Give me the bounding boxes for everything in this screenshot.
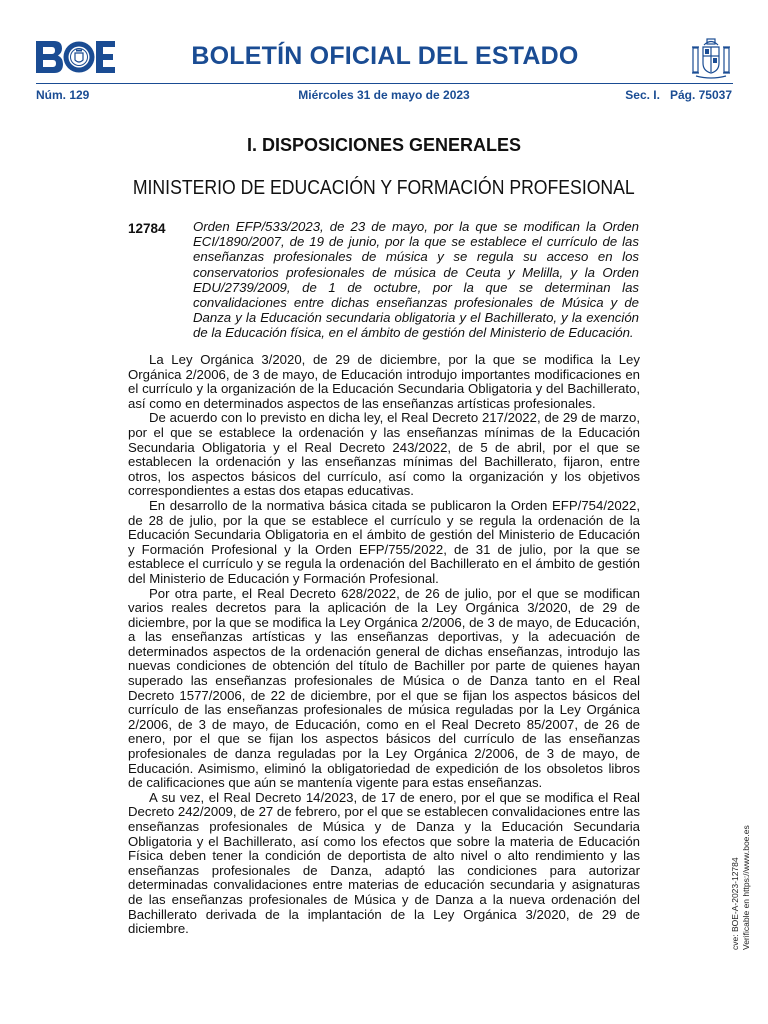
verification-link[interactable]: Verificable en https://www.boe.es xyxy=(741,825,751,950)
section-page: Sec. I. Pág. 75037 xyxy=(625,88,732,102)
ministry-title-text: MINISTERIO DE EDUCACIÓN Y FORMACIÓN PROFESIONAL xyxy=(133,176,635,199)
order-number: 12784 xyxy=(128,221,166,236)
boe-logo-icon xyxy=(36,41,115,73)
body-text xyxy=(128,353,640,937)
cve-code: cve: BOE-A-2023-12784 xyxy=(730,857,740,950)
paragraph: A su vez, el Real Decreto 14/2023, de 17 de enero, por el que se modifica el Real Decreto 242/2009, de 27 de febrero, por el que se establecen convalidaciones entre las enseñanzas profesionales de Música y de Danza y la Educación Secundaria Obligatoria y el Bachillerato, así como los efectos que sobre la materia de Educación Física deben tener la condición de deportista de alto nivel o alto rendimiento y las enseñanzas profesionales de Danza, adaptó las condiciones para autorizar determinadas convalidaciones entre materias de educación secundaria y asignaturas de las enseñanzas profesionales de Música y de Danza a la nueva ordenación del Bachillerato derivada de la implantación de la Ley Orgánica 3/2020, de 29 de diciembre. xyxy=(128,789,640,937)
verification-note xyxy=(730,810,760,950)
paragraph: De acuerdo con lo previsto en dicha ley, el Real Decreto 217/2022, de 29 de marzo, por el que se establece la ordenación y las enseñanzas mínimas de la Educación Secundaria Obligatoria y el Real Decreto 243/2022, de 5 de abril, por el que se establecen la ordenación y las enseñanzas mínimas del Bachillerato, fijaron, entre otros, los aspectos básicos del currículo, así como la organización y los objetivos correspondientes a estas dos etapas educativas. xyxy=(128,410,640,499)
order-summary: Orden EFP/533/2023, de 23 de mayo, por la que se modifican la Orden ECI/1890/2007, de 19 de junio, por la que se establece el currículo de las enseñanzas profesionales de música y se regula su acceso en los conservatorios profesionales de música de Ceuta y Melilla, y la Orden EDU/2739/2009, de 1 de octubre, por la que se determinan las convalidaciones entre dichas enseñanzas profesionales de Música y de Danza y la Educación secundaria obligatoria y el Bachillerato, y la exención de la Educación física, en el ámbito de gestión del Ministerio de Educación. xyxy=(193,219,639,341)
ministry-title xyxy=(0,176,768,200)
header-divider xyxy=(36,83,733,84)
paragraph: La Ley Orgánica 3/2020, de 29 de diciembre, por la que se modifica la Ley Orgánica 2/2006, de 3 de mayo, de Educación introdujo importantes modificaciones en el currículo y la organización de la Educación Secundaria Obligatoria y del Bachillerato, así como en determinados aspectos de las enseñanzas artísticas profesionales. xyxy=(128,352,640,411)
issue-date: Miércoles 31 de mayo de 2023 xyxy=(298,88,470,102)
paragraph: Por otra parte, el Real Decreto 628/2022, de 26 de julio, por el que se modifican varios reales decretos para la aplicación de la Ley Orgánica 3/2020, de 29 de diciembre, por la que se modifica la Ley Orgánica 2/2006, de 3 de mayo, de Educación, a las enseñanzas artísticas y las enseñanzas deportivas, y la adecuación de determinados aspectos de la ordenación general de dichas enseñanzas, introdujo las nuevas condiciones de obtención del título de Bachiller por parte de quienes hayan superado las enseñanzas profesionales de Música o de Danza tanto en el Real Decreto 1577/2006, de 22 de diciembre, por el que se fijan los aspectos básicos del currículo de las enseñanzas profesionales de música reguladas por la Ley Orgánica 2/2006, de 3 de mayo, de Educación, como en el Real Decreto 85/2007, de 26 de enero, por el que se fijan los aspectos básicos del currículo de las enseñanzas profesionales de danza reguladas por la Ley Orgánica 2/2006, de 3 de mayo, de Educación. Asimismo, eliminó la obligatoriedad de expedición de los obsoletos libros de calificaciones que aún se mantenía vigente para estas enseñanzas. xyxy=(128,585,640,791)
paragraph: En desarrollo de la normativa básica citada se publicaron la Orden EFP/754/2022, de 28 de julio, por la que se establece el currículo y se regula la ordenación de la Educación Secundaria Obligatoria en el ámbito de gestión del Ministerio de Educación y Formación Profesional y la Orden EFP/755/2022, de 31 de julio, por la que se establece el currículo y se regula la ordenación del Bachillerato en el ámbito de gestión del Ministerio de Educación y Formación Profesional. xyxy=(128,497,640,586)
section-title: I. DISPOSICIONES GENERALES xyxy=(246,135,522,155)
spanish-coat-of-arms-icon xyxy=(690,36,732,80)
page-title: BOLETÍN OFICIAL DEL ESTADO xyxy=(191,42,579,70)
issue-number: Núm. 129 xyxy=(36,88,90,102)
